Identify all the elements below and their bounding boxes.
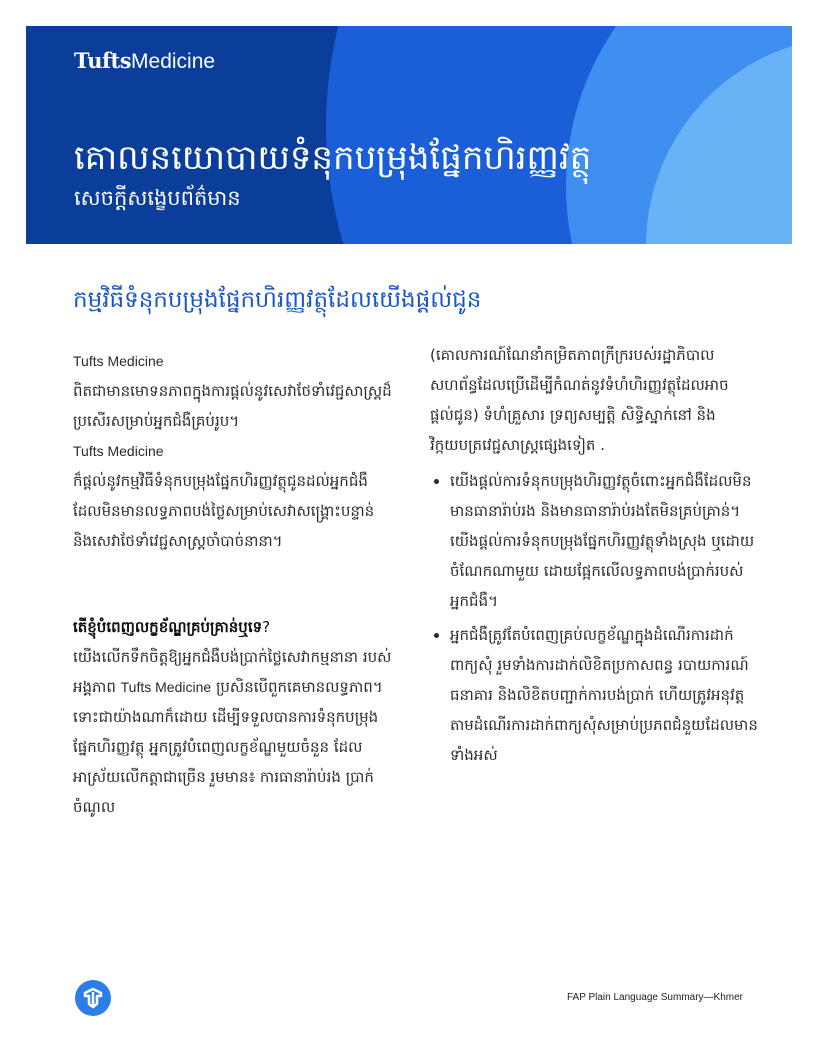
tufts-medicine-footer-logo-icon (75, 980, 111, 1016)
tufts-medicine-logo (74, 48, 215, 74)
section-heading: កម្មវិធីទំនុកបម្រុងផ្នែកហិរញ្ញវត្ថុដែលយើងផ្ដល់ជូន (73, 287, 482, 313)
question-mark: ? (262, 618, 271, 636)
logo-mark-icon (78, 983, 108, 1013)
list-item: • អ្នកជំងឺត្រូវតែបំពេញគ្រប់លក្ខខ័ណ្ឌក្នុងដំណើរការដាក់ពាក្យសុំ រួមទាំងការដាក់លិខិតប្រកាសពន្ធ របាយការណ៍ធនាគារ និងលិខិតបញ្ជាក់ការបង់ប្រាក់ ហើយត្រូវអនុវត្តតាមដំណើរការដាក់ពាក្យសុំសម្រាប់ប្រភពជំនួយដែលមានទាំងអស់ (450, 620, 760, 770)
logo-light-text: Medicine (131, 50, 216, 73)
bullet-list (430, 466, 760, 770)
program-paragraph: ក៏ផ្ដល់នូវកម្មវិធីទំនុកបម្រុងផ្នែកហិរញ្ញវត្ថុជូនដល់អ្នកជំងឺដែលមិនមានលទ្ធភាពបង់ថ្លៃសម្រាប់សេវាសង្គ្រោះបន្ទាន់ និងសេវាថែទាំវេជ្ជសាស្ត្រចាំបាច់នានា។ (73, 472, 375, 550)
header-banner (26, 26, 792, 244)
right-column (430, 340, 760, 774)
page-title: គោលនយោបាយទំនុកបម្រុងផ្នែកហិរញ្ញវត្ថុ (74, 138, 592, 178)
page-subtitle: សេចក្តីសង្ខេបព័ត៌មាន (74, 186, 241, 210)
eligibility-text-a: យើងលើកទឹកចិត្តឱ្យអ្នកជំងឺបង់ប្រាក់ថ្លៃសេវាកម្មនានា របស់អង្គភាព (73, 648, 392, 696)
org-name: Tufts Medicine (120, 679, 212, 695)
eligibility-question (73, 612, 393, 642)
list-item: • យើងផ្ដល់ការទំនុកបម្រុងហិរញ្ញវត្ថុចំពោះអ្នកជំងឺដែលមិនមានធានារ៉ាប់រង និងមានធានារ៉ាប់រងតែមិនគ្រប់គ្រាន់។ យើងផ្ដល់ការទំនុកបម្រុងផ្នែកហិរញ្ញវត្ថុទាំងស្រុង ឬដោយចំណែកណាមួយ ដោយផ្អែកលើលទ្ធភាពបង់ប្រាក់របស់អ្នកជំងឺ។ (450, 466, 760, 616)
org-name: Tufts Medicine (73, 353, 164, 369)
eligibility-paragraph (73, 642, 393, 822)
org-name: Tufts Medicine (73, 443, 164, 459)
left-column (73, 346, 393, 822)
footer-label: FAP Plain Language Summary—Khmer (566, 992, 743, 1003)
intro-paragraph: ពិតជាមានមោទនភាពក្នុងការផ្ដល់នូវសេវាថែទាំវេជ្ជសាស្ត្រដ៏ប្រសើរសម្រាប់អ្នកជំងឺគ្រប់រូប។ (73, 382, 392, 430)
eligibility-text-b: ប្រសិនបើពួកគេមានលទ្ធភាព។ ទោះជាយ៉ាងណាក៏ដោយ ដើម្បីទទួលបានការទំនុកបម្រុងផ្នែកហិរញ្ញវត្ថុ អ្នកត្រូវបំពេញលក្ខខ័ណ្ឌមួយចំនួន ដែលអាស្រ័យលើកត្តាជាច្រើន រួមមាន៖ ការធានារ៉ាប់រង ប្រាក់ចំណូល (73, 678, 383, 816)
question-text: តើខ្ញុំបំពេញលក្ខខ័ណ្ឌគ្រប់គ្រាន់ឬទេ (73, 618, 263, 636)
criteria-paragraph: (គោលការណ៍ណែនាំកម្រិតភាពក្រីក្ររបស់រដ្ឋាភិបាលសហព័ន្ធដែលប្រើដើម្បីកំណត់នូវទំហំហិរញ្ញវត្ថុដែលអាចផ្ដល់ជូន) ទំហំគ្រួសារ ទ្រព្យសម្បត្តិ សិទ្ធិស្នាក់នៅ និងវិក្កយបត្រវេជ្ជសាស្ត្រផ្សេងទៀត . (430, 346, 729, 454)
logo-bold-text: Tufts (74, 48, 132, 73)
